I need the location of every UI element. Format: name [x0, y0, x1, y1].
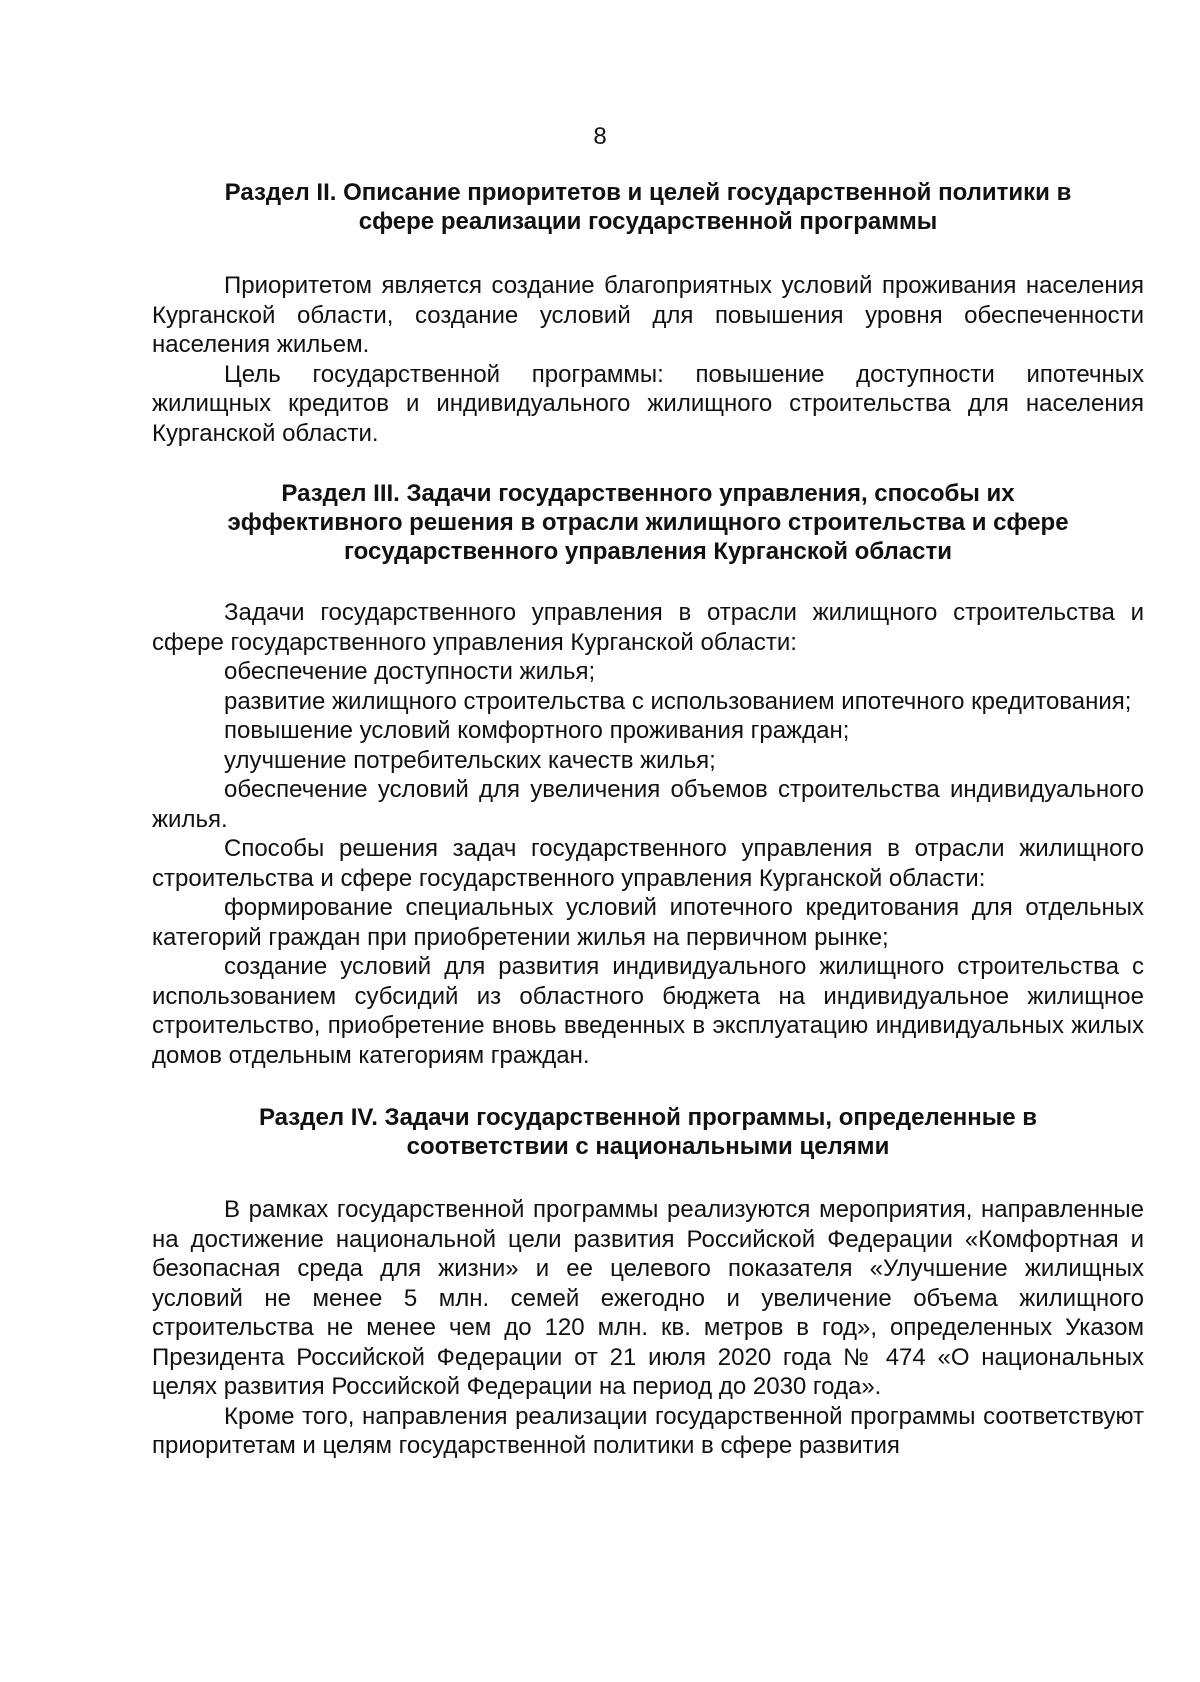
- section-3-heading-line: эффективного решения в отрасли жилищного строительства и сфере: [227, 509, 1069, 536]
- section-4-heading: [152, 1103, 1144, 1161]
- section-3-list-item: улучшение потребительских качеств жилья;: [224, 746, 716, 774]
- section-4-paragraph: В рамках государственной программы реализуются мероприятия, направленные на достижение национальной цели развития Российской Федерации «Комфортная и безопасная среда для жизни» и ее целевого показателя «Улучшение жилищных условий не менее 5 млн. семей ежегодно и увеличение объема жилищного строительства не менее чем до 120 млн. кв. метров в год», определенных Указом Президента Российской Федерации от 21 июля 2020 года № 474 «О национальных целях развития Российской Федерации на период до 2030 года».: [152, 1196, 1144, 1400]
- section-2-paragraph: Цель государственной программы: повышение доступности ипотечных жилищных кредитов и индивидуального жилищного строительства для населения Курганской области.: [152, 360, 1144, 447]
- page-number: 8: [593, 123, 607, 150]
- section-2-heading-line: сфере реализации государственной программы: [358, 208, 938, 235]
- section-3-list-item: создание условий для развития индивидуального жилищного строительства с использованием субсидий из областного бюджета на индивидуальное жилищное строительство, приобретение вновь введенных в эксплуатацию индивидуальных жилых домов отдельным категориям граждан.: [152, 953, 1144, 1069]
- document-body: [152, 178, 1144, 1461]
- section-3-list-item: развитие жилищного строительства с использованием ипотечного кредитования;: [224, 687, 1132, 715]
- section-2-paragraph: Приоритетом является создание благоприятных условий проживания населения Курганской области, создание условий для повышения уровня обеспеченности населения жильем.: [152, 272, 1144, 358]
- section-3-list-item: формирование специальных условий ипотечного кредитования для отдельных категорий граждан при приобретении жилья на первичном рынке;: [152, 894, 1144, 951]
- section-3-paragraph: Способы решения задач государственного управления в отрасли жилищного строительства и сфере государственного управления Курганской области:: [152, 835, 1144, 892]
- section-3-list-item: обеспечение доступности жилья;: [224, 658, 596, 685]
- section-4-heading-line: Раздел IV. Задачи государственной программы, определенные в: [258, 1104, 1038, 1131]
- section-4-heading-line: соответствии с национальными целями: [406, 1133, 890, 1160]
- section-3-heading-line: Раздел III. Задачи государственного управления, способы их: [281, 480, 1015, 507]
- section-2-heading-line: Раздел II. Описание приоритетов и целей государственной политики в: [224, 179, 1072, 206]
- section-3-heading-line: государственного управления Курганской области: [343, 538, 953, 565]
- section-4-paragraph: Кроме того, направления реализации государственной программы соответствуют приоритетам и целям государственной политики в сфере развития: [152, 1402, 1144, 1459]
- section-3-paragraph: Задачи государственного управления в отрасли жилищного строительства и сфере государственного управления Курганской области:: [152, 599, 1144, 656]
- section-3-list-item: обеспечение условий для увеличения объемов строительства индивидуального жилья.: [152, 776, 1144, 833]
- section-3-heading: [152, 479, 1144, 566]
- section-2-heading: [152, 178, 1144, 236]
- section-3-list-item: повышение условий комфортного проживания граждан;: [224, 717, 850, 744]
